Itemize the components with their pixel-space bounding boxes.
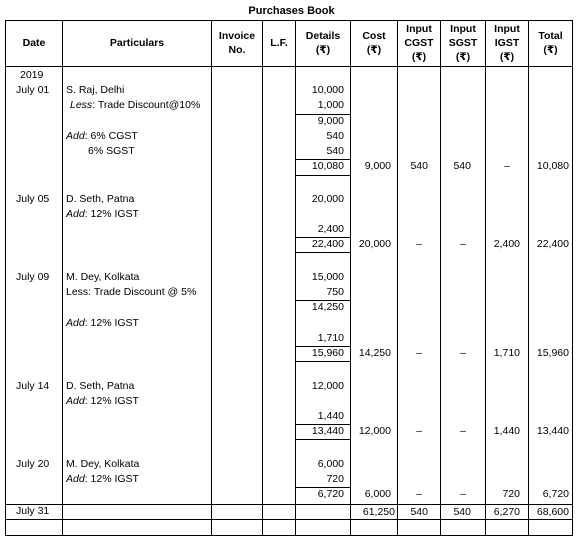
igst-total: 6,270 xyxy=(493,506,520,518)
column-divider xyxy=(485,20,486,536)
header-total: Total (₹) xyxy=(538,30,563,56)
header-input-igst: Input IGST (₹) xyxy=(494,23,520,63)
sgst-value: – xyxy=(460,425,466,437)
detail-amount: 15,000 xyxy=(311,271,344,283)
column-divider xyxy=(397,20,398,536)
detail-amount: 15,960 xyxy=(311,347,344,359)
entry-add-line: Add: 6% CGST xyxy=(66,130,138,142)
detail-amount: 540 xyxy=(326,130,344,142)
cost-value: 20,000 xyxy=(358,238,391,250)
cost-value: 14,250 xyxy=(358,347,391,359)
entry-date: July 05 xyxy=(16,193,50,205)
entry-less-line: Less: Trade Discount@10% xyxy=(70,99,201,111)
totals-top-rule xyxy=(5,504,573,505)
cost-value: 12,000 xyxy=(358,425,391,437)
entry-date: July 01 xyxy=(16,84,50,96)
totals-date: July 31 xyxy=(16,505,50,517)
detail-amount: 750 xyxy=(326,286,344,298)
cost-value: 9,000 xyxy=(364,160,391,172)
header-input-sgst: Input SGST (₹) xyxy=(448,23,478,63)
entry-sgst-line: 6% SGST xyxy=(88,145,135,157)
detail-amount: 9,000 xyxy=(317,115,344,127)
page-title: Purchases Book xyxy=(248,5,335,17)
igst-value: – xyxy=(504,160,510,172)
subtotal-rule xyxy=(296,361,350,362)
cgst-value: – xyxy=(416,488,422,500)
cgst-value: – xyxy=(416,425,422,437)
entry-add-line: Add: 12% IGST xyxy=(66,208,139,220)
detail-amount: 10,000 xyxy=(311,84,344,96)
detail-amount: 13,440 xyxy=(311,425,344,437)
detail-amount: 1,440 xyxy=(317,410,344,422)
entry-party: D. Seth, Patna xyxy=(66,380,135,392)
cgst-value: – xyxy=(416,347,422,359)
total-value: 15,960 xyxy=(536,347,569,359)
detail-amount: 540 xyxy=(326,145,344,157)
header-details: Details (₹) xyxy=(305,30,341,56)
detail-amount: 6,000 xyxy=(317,458,344,470)
igst-value: 2,400 xyxy=(493,238,520,250)
cgst-total: 540 xyxy=(410,506,428,518)
column-divider xyxy=(62,20,63,536)
totals-bottom-rule xyxy=(5,519,573,520)
header-lf: L.F. xyxy=(270,37,288,49)
entry-date: July 20 xyxy=(16,458,50,470)
igst-value: 1,710 xyxy=(493,347,520,359)
column-divider xyxy=(262,20,263,536)
entry-year: 2019 xyxy=(20,69,44,81)
entry-party: M. Dey, Kolkata xyxy=(66,271,140,283)
entry-add-line: Add: 12% IGST xyxy=(66,317,139,329)
entry-add-line: Add: 12% IGST xyxy=(66,473,139,485)
entry-party: S. Raj, Delhi xyxy=(66,84,125,96)
total-value: 13,440 xyxy=(536,425,569,437)
column-divider xyxy=(528,20,529,536)
detail-amount: 14,250 xyxy=(311,301,344,313)
subtotal-rule xyxy=(296,175,350,176)
column-divider xyxy=(440,20,441,536)
detail-amount: 22,400 xyxy=(311,238,344,250)
entry-date: July 14 xyxy=(16,380,50,392)
detail-amount: 1,000 xyxy=(317,99,344,111)
grand-total: 68,600 xyxy=(536,506,569,518)
igst-value: 1,440 xyxy=(493,425,520,437)
sgst-total: 540 xyxy=(453,506,471,518)
cost-value: 6,000 xyxy=(364,488,391,500)
detail-amount: 2,400 xyxy=(317,223,344,235)
total-value: 6,720 xyxy=(542,488,569,500)
detail-amount: 20,000 xyxy=(311,193,344,205)
subtotal-rule xyxy=(296,252,350,253)
header-particulars: Particulars xyxy=(109,37,165,49)
sgst-value: – xyxy=(460,347,466,359)
column-divider xyxy=(350,20,351,536)
detail-amount: 10,080 xyxy=(311,160,344,172)
total-value: 10,080 xyxy=(536,160,569,172)
igst-value: 720 xyxy=(502,488,520,500)
header-invoice-no: Invoice No. xyxy=(218,30,256,56)
cgst-value: 540 xyxy=(410,160,428,172)
column-divider xyxy=(211,20,212,536)
sgst-value: – xyxy=(460,488,466,500)
total-value: 22,400 xyxy=(536,238,569,250)
entry-date: July 09 xyxy=(16,271,50,283)
cost-total: 61,250 xyxy=(362,506,395,518)
header-cost: Cost (₹) xyxy=(362,30,386,56)
subtotal-rule xyxy=(296,439,350,440)
header-input-cgst: Input CGST (₹) xyxy=(404,23,434,63)
entry-party: M. Dey, Kolkata xyxy=(66,458,140,470)
detail-amount: 1,710 xyxy=(317,332,344,344)
sgst-value: 540 xyxy=(453,160,471,172)
header-date: Date xyxy=(22,37,46,49)
detail-amount: 6,720 xyxy=(317,488,344,500)
detail-amount: 720 xyxy=(326,473,344,485)
entry-add-line: Add: 12% IGST xyxy=(66,395,139,407)
entry-party: D. Seth, Patna xyxy=(66,193,135,205)
detail-amount: 12,000 xyxy=(311,380,344,392)
header-divider xyxy=(5,66,573,67)
cgst-value: – xyxy=(416,238,422,250)
entry-less-line: Less: Trade Discount @ 5% xyxy=(66,286,197,298)
sgst-value: – xyxy=(460,238,466,250)
